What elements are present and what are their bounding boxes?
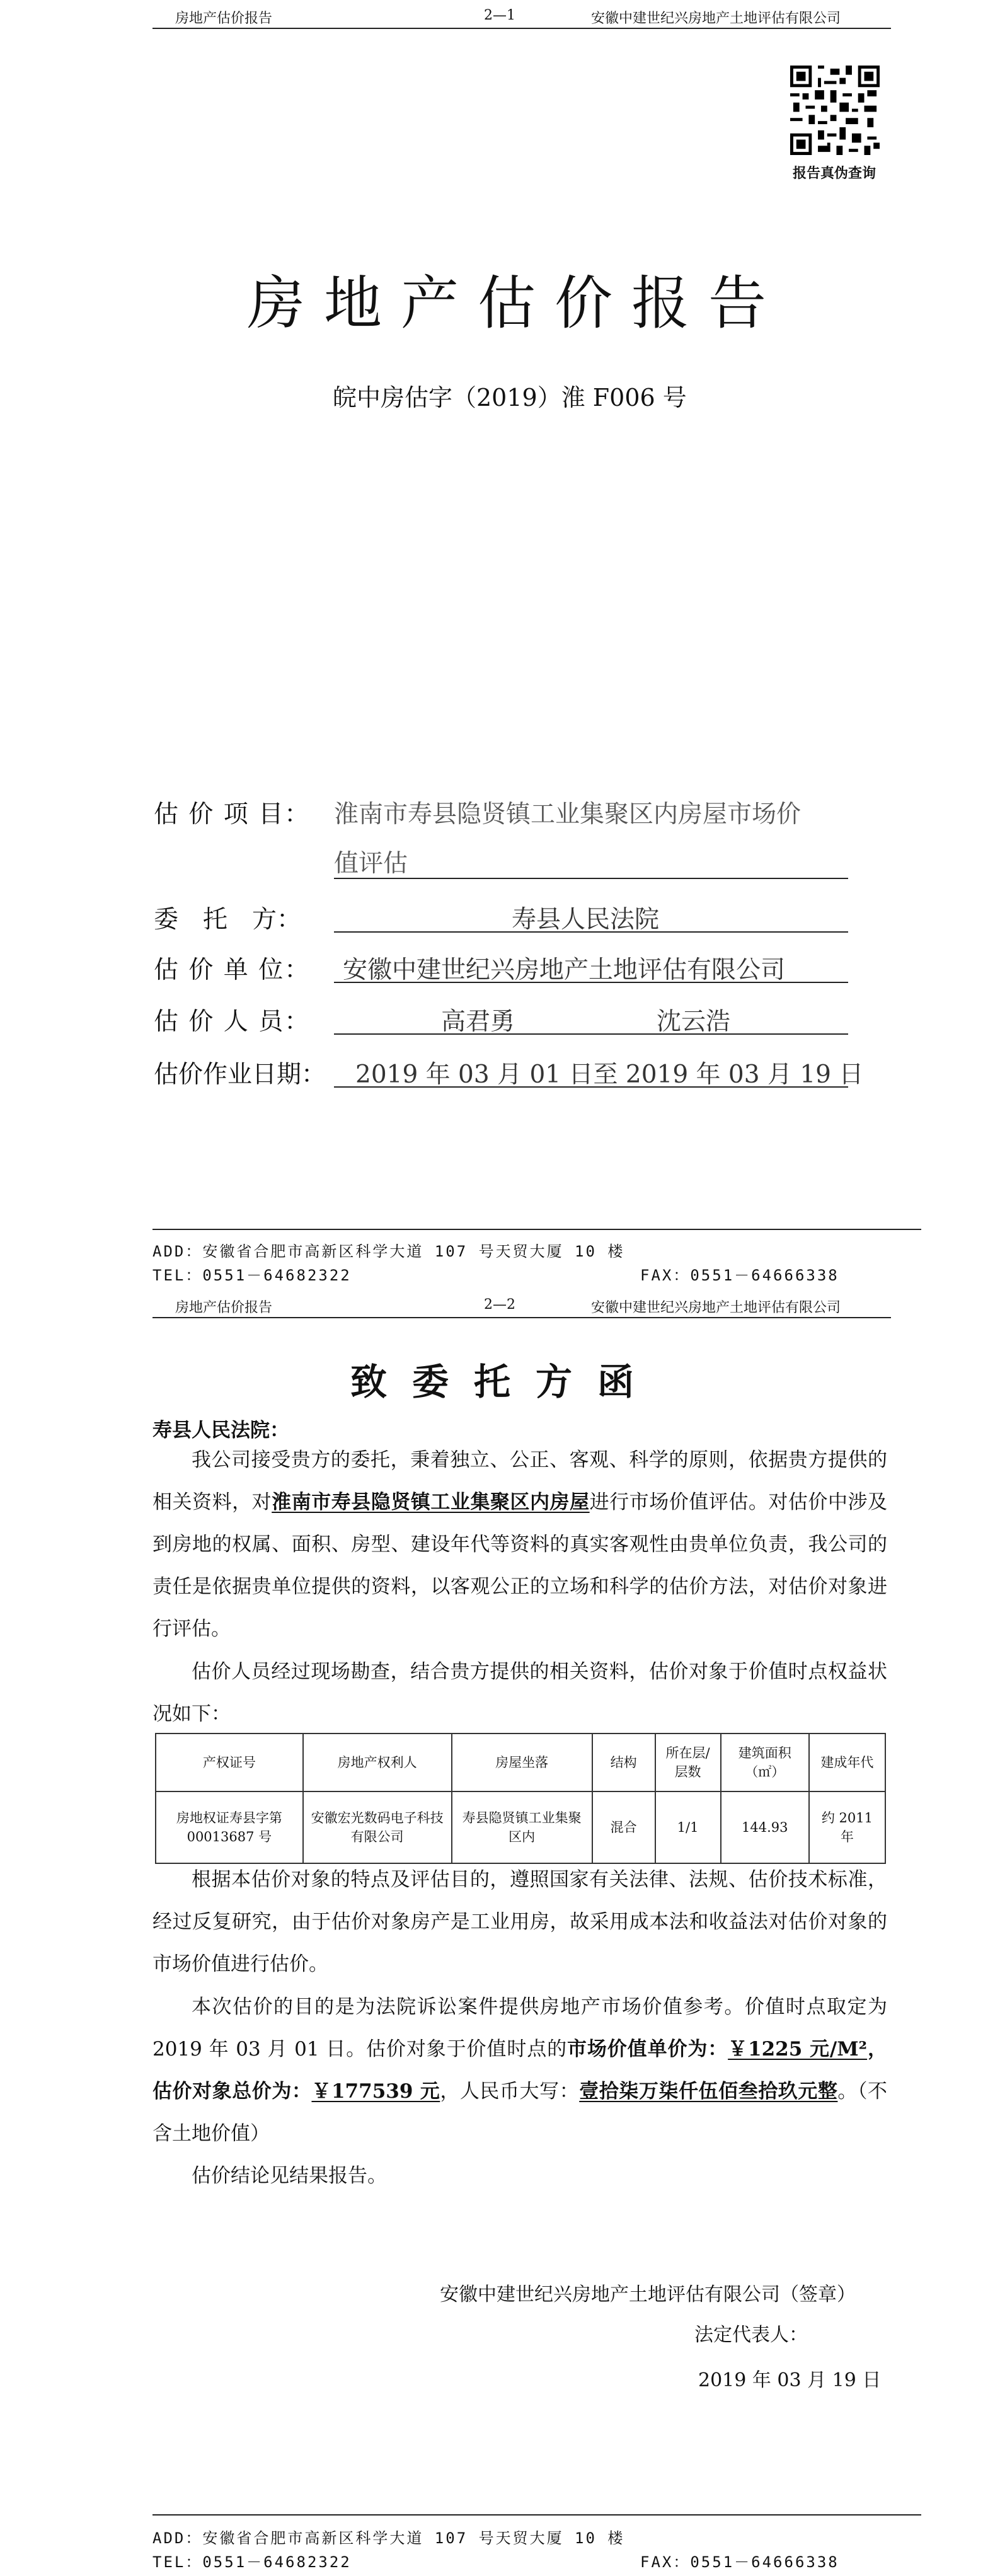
- p4-unit-label: 市场价值单价为：: [567, 2038, 728, 2061]
- page2-footer-address: ADD：安徽省合肥市高新区科学大道 107 号天贸大厦 10 楼: [152, 2529, 625, 2547]
- page2-header-rule: [152, 1317, 891, 1318]
- property-table: [155, 1733, 886, 1864]
- cell-owner: 安徽宏光数码电子科技有限公司: [303, 1791, 452, 1863]
- info-label-appraisers: 估 价 人 员：: [154, 1008, 311, 1036]
- paragraph-4: [152, 1986, 887, 2155]
- page1-header-right: 安徽中建世纪兴房地产土地评估有限公司: [591, 11, 841, 26]
- paragraph-3: 根据本估价对象的特点及评估目的，遵照国家有关法律、法规、估价技术标准，经过反复研究，由于估价对象房产是工业用房，故采用成本法和收益法对估价对象的市场价值进行估价。: [152, 1868, 887, 1975]
- p4-rmb-words: 壹拾柒万柒仟伍佰叁拾玖元整: [579, 2080, 838, 2103]
- info-label-unit: 估 价 单 位：: [154, 956, 311, 984]
- page1-footer-tel: TEL：0551－64682322: [152, 1267, 352, 1284]
- cell-year: 约 2011 年: [809, 1791, 885, 1863]
- cell-area: 144.93: [721, 1791, 809, 1863]
- p1-text-c: 进行市场价值评估。对估价中涉及到房地的权属、面积、房型、建设年代等资料的真实客观性由贵单位负责，我公司的责任是依据贵单位提供的资料，以客观公正的立场和科学的估价方法，对估价对象进行评估。: [152, 1491, 888, 1640]
- page1-footer-rule: [152, 1229, 921, 1230]
- letter-title: 致委托方函: [350, 1360, 660, 1403]
- page1-header-page: 2—1: [484, 8, 515, 23]
- th-owner: 房地产权利人: [303, 1734, 452, 1791]
- p4-rmb-label: ，人民币大写：: [440, 2080, 580, 2103]
- paragraph-1: [152, 1439, 887, 1650]
- page1-footer-fax: FAX：0551－64666338: [640, 1267, 839, 1284]
- page2-header-page: 2—2: [484, 1297, 515, 1313]
- underline-project: [334, 878, 848, 879]
- th-location: 房屋坐落: [452, 1734, 592, 1791]
- p1-property: 淮南市寿县隐贤镇工业集聚区内房屋: [272, 1491, 590, 1514]
- qr-caption: 报告真伪查询: [793, 165, 876, 181]
- info-value-client: 寿县人民法院: [512, 906, 660, 934]
- table-row: [156, 1791, 885, 1863]
- cell-floor: 1/1: [655, 1791, 721, 1863]
- info-value-appraiser-2: 沈云浩: [657, 1008, 731, 1036]
- p1-text-a: 我公司接受贵方的委托，秉着独立、公正、客观、科学的原则，依据贵方提供的相关资料，对: [152, 1449, 887, 1514]
- page1-header-left: 房地产估价报告: [175, 11, 273, 26]
- report-title: 房地产估价报告: [247, 270, 786, 337]
- info-value-project: 淮南市寿县隐贤镇工业集聚区内房屋市场价: [334, 800, 802, 829]
- info-value-project-cont: 值评估: [334, 849, 408, 878]
- underline-appraisers: [334, 1033, 848, 1035]
- info-label-client: 委 托 方：: [154, 906, 302, 934]
- p4-unit-price: ￥1225 元/M²: [728, 2038, 868, 2061]
- th-cert-no: 产权证号: [156, 1734, 303, 1791]
- page2-footer-fax: FAX：0551－64666338: [640, 2553, 839, 2571]
- report-number: 皖中房估字（2019）淮 F006 号: [333, 384, 687, 411]
- cell-location: 寿县隐贤镇工业集聚区内: [452, 1791, 592, 1863]
- addressee: 寿县人民法院：: [152, 1419, 289, 1442]
- info-value-appraiser-1: 高君勇: [441, 1008, 515, 1036]
- signature-company: 安徽中建世纪兴房地产土地评估有限公司（签章）: [440, 2284, 856, 2306]
- page2-header-right: 安徽中建世纪兴房地产土地评估有限公司: [591, 1300, 841, 1316]
- cell-structure: 混合: [592, 1791, 655, 1863]
- p4-total-price: ￥177539 元: [311, 2080, 440, 2103]
- info-value-date: 2019 年 03 月 01 日至 2019 年 03 月 19 日: [355, 1061, 864, 1089]
- underline-client: [334, 931, 848, 933]
- page2-footer-tel: TEL：0551－64682322: [152, 2553, 352, 2571]
- p4-text-a: 本次估价的目的是为法院诉讼案件提供房地产市场价值参考。价值时点取定为 2019 年 03 月 01 日。估价对象于价值时点的: [152, 1996, 887, 2061]
- th-year: 建成年代: [809, 1734, 885, 1791]
- paragraph-5: 估价结论见结果报告。: [192, 2165, 387, 2187]
- underline-date: [334, 1086, 848, 1088]
- page1-footer-address: ADD：安徽省合肥市高新区科学大道 107 号天贸大厦 10 楼: [152, 1243, 625, 1260]
- th-floor: 所在层/层数: [655, 1734, 721, 1791]
- page2-header-left: 房地产估价报告: [175, 1300, 273, 1316]
- page1-header-rule: [152, 28, 891, 29]
- info-label-date: 估价作业日期：: [154, 1061, 326, 1089]
- signature-representative: 法定代表人：: [694, 2324, 808, 2346]
- cell-cert-no: 房地权证寿县字第00013687 号: [156, 1791, 303, 1863]
- underline-unit: [334, 982, 848, 983]
- qr-code-icon[interactable]: [790, 66, 880, 155]
- info-label-project: 估 价 项 目：: [154, 800, 311, 829]
- p4-total-label: ，估价对象总价为：: [152, 2038, 888, 2103]
- th-area: 建筑面积（㎡）: [721, 1734, 809, 1791]
- p4-text-h: 。（不含土地价值）: [152, 2080, 888, 2145]
- paragraph-2: 估价人员经过现场勘查，结合贵方提供的相关资料，估价对象于价值时点权益状况如下：: [152, 1660, 887, 1725]
- info-value-unit: 安徽中建世纪兴房地产土地评估有限公司: [343, 956, 786, 984]
- signature-date: 2019 年 03 月 19 日: [698, 2369, 882, 2391]
- page2-footer-rule: [152, 2514, 921, 2516]
- th-structure: 结构: [592, 1734, 655, 1791]
